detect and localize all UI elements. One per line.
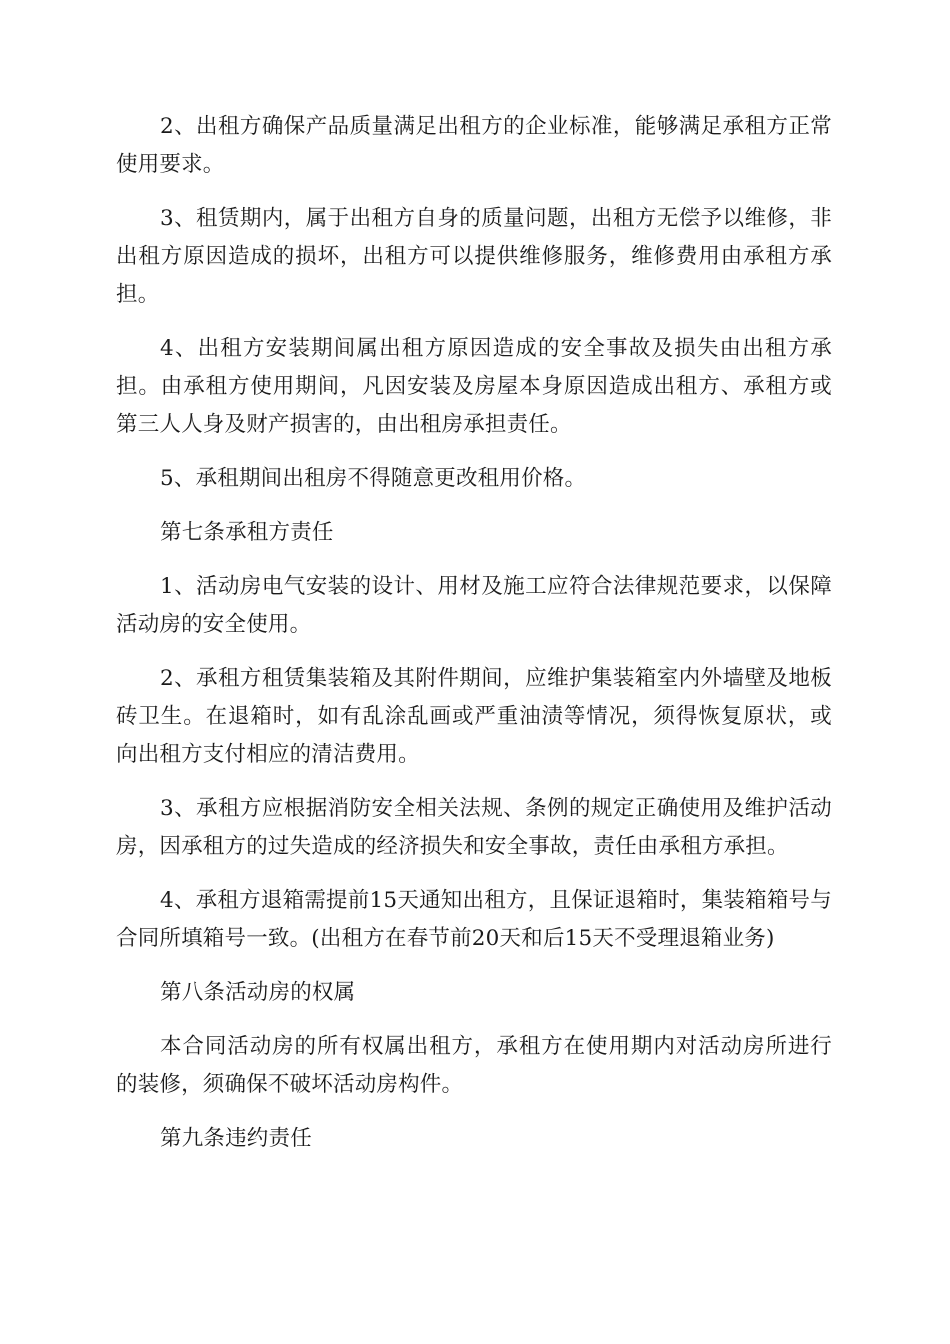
paragraph-ownership: 本合同活动房的所有权属出租方，承租方在使用期内对活动房所进行的装修，须确保不破坏活动房构件。 — [116, 1034, 832, 1097]
paragraph-lessee-return-notice: 4、承租方退箱需提前15天通知出租方，且保证退箱时，集装箱箱号与合同所填箱号一致。(出租方在春节前20天和后15天不受理退箱业务) — [116, 888, 832, 951]
paragraph-lessor-installation: 4、出租方安装期间属出租方原因造成的安全事故及损失由出租方承担。由承租方使用期间，凡因安装及房屋本身原因造成出租方、承租方或第三人人身及财产损害的，由出租房承担责任。 — [116, 336, 832, 437]
heading-article-9: 第九条违约责任 — [160, 1126, 312, 1151]
paragraph-lessee-electrical: 1、活动房电气安装的设计、用材及施工应符合法律规范要求，以保障活动房的安全使用。 — [116, 574, 832, 637]
paragraph-lessee-fire-safety: 3、承租方应根据消防安全相关法规、条例的规定正确使用及维护活动房，因承租方的过失造成的经济损失和安全事故，责任由承租方承担。 — [116, 796, 832, 859]
document-body — [116, 108, 832, 1174]
paragraph-lessor-price: 5、承租期间出租房不得随意更改租用价格。 — [160, 466, 587, 491]
paragraph-lessee-hygiene: 2、承租方租赁集装箱及其附件期间，应维护集装箱室内外墙壁及地板砖卫生。在退箱时，如有乱涂乱画或严重油渍等情况，须得恢复原状，或向出租方支付相应的清洁费用。 — [116, 666, 832, 767]
paragraph-lessor-quality: 2、出租方确保产品质量满足出租方的企业标准，能够满足承租方正常使用要求。 — [116, 114, 832, 177]
heading-article-7: 第七条承租方责任 — [160, 520, 334, 545]
paragraph-lessor-repair: 3、租赁期内，属于出租方自身的质量问题，出租方无偿予以维修，非出租方原因造成的损坏，出租方可以提供维修服务，维修费用由承租方承担。 — [116, 206, 832, 307]
heading-article-8: 第八条活动房的权属 — [160, 980, 356, 1005]
